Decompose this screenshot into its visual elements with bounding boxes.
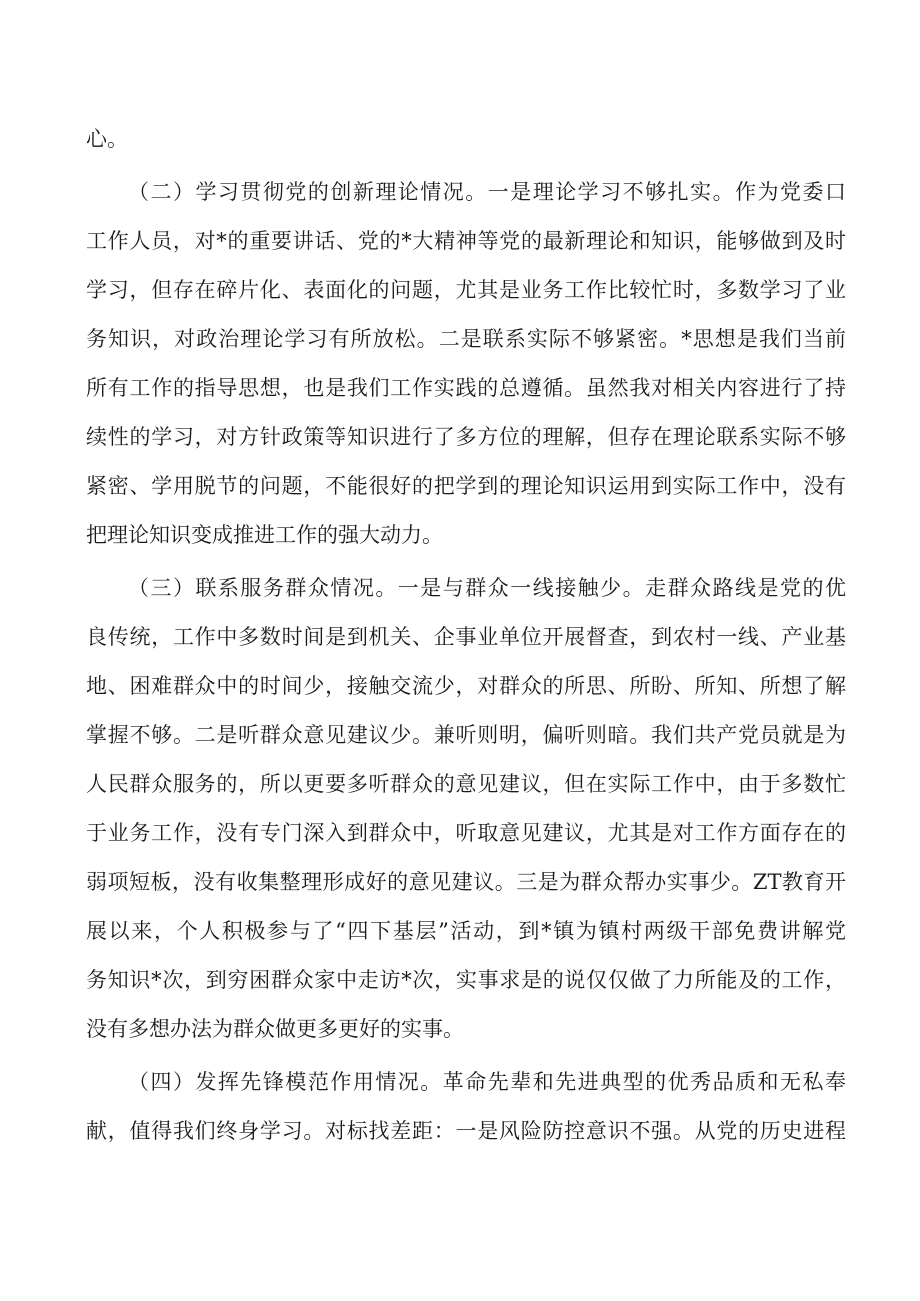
text-line: 紧密、学用脱节的问题，不能很好的把学到的理论知识运用到实际工作中，没有 bbox=[86, 474, 846, 498]
text-line: 工作人员，对*的重要讲话、党的*大精神等党的最新理论和知识，能够做到及时 bbox=[86, 229, 846, 253]
text-line: 务知识*次，到穷困群众家中走访*次，实事求是的说仅仅做了力所能及的工作， bbox=[86, 968, 846, 992]
text-line: 所有工作的指导思想，也是我们工作实践的总遵循。虽然我对相关内容进行了持 bbox=[86, 376, 846, 400]
text-line: 掌握不够。二是听群众意见建议少。兼听则明，偏听则暗。我们共产党员就是为 bbox=[86, 723, 846, 747]
text-line: 展以来，个人积极参与了“四下基层”活动，到*镇为镇村两级干部免费讲解党 bbox=[86, 919, 846, 943]
text-line: 把理论知识变成推进工作的强大动力。 bbox=[86, 523, 443, 547]
text-line: 于业务工作，没有专门深入到群众中，听取意见建议，尤其是对工作方面存在的 bbox=[86, 821, 846, 845]
text-line: 没有多想办法为群众做更多更好的实事。 bbox=[86, 1017, 464, 1041]
section-2-heading-line: （二）学习贯彻党的创新理论情况。一是理论学习不够扎实。作为党委口 bbox=[128, 180, 846, 204]
section-3-heading-line: （三）联系服务群众情况。一是与群众一线接触少。走群众路线是党的优 bbox=[128, 576, 846, 600]
text-line: 务知识，对政治理论学习有所放松。二是联系实际不够紧密。*思想是我们当前 bbox=[86, 327, 846, 351]
text-line: 地、困难群众中的时间少，接触交流少，对群众的所思、所盼、所知、所想了解 bbox=[86, 674, 846, 698]
text-line: 献，值得我们终身学习。对标找差距：一是风险防控意识不强。从党的历史进程 bbox=[86, 1119, 846, 1143]
text-line: 弱项短板，没有收集整理形成好的意见建议。三是为群众帮办实事少。ZT教育开 bbox=[86, 870, 846, 894]
text-line: 心。 bbox=[86, 127, 128, 151]
text-line: 续性的学习，对方针政策等知识进行了多方位的理解，但存在理论联系实际不够 bbox=[86, 425, 846, 449]
text-line: 良传统，工作中多数时间是到机关、企事业单位开展督查，到农村一线、产业基 bbox=[86, 625, 846, 649]
text-line: 人民群众服务的，所以更要多听群众的意见建议，但在实际工作中，由于多数忙 bbox=[86, 772, 846, 796]
section-4-heading-line: （四）发挥先锋模范作用情况。革命先辈和先进典型的优秀品质和无私奉 bbox=[128, 1070, 846, 1094]
text-line: 学习，但存在碎片化、表面化的问题，尤其是业务工作比较忙时，多数学习了业 bbox=[86, 278, 846, 302]
